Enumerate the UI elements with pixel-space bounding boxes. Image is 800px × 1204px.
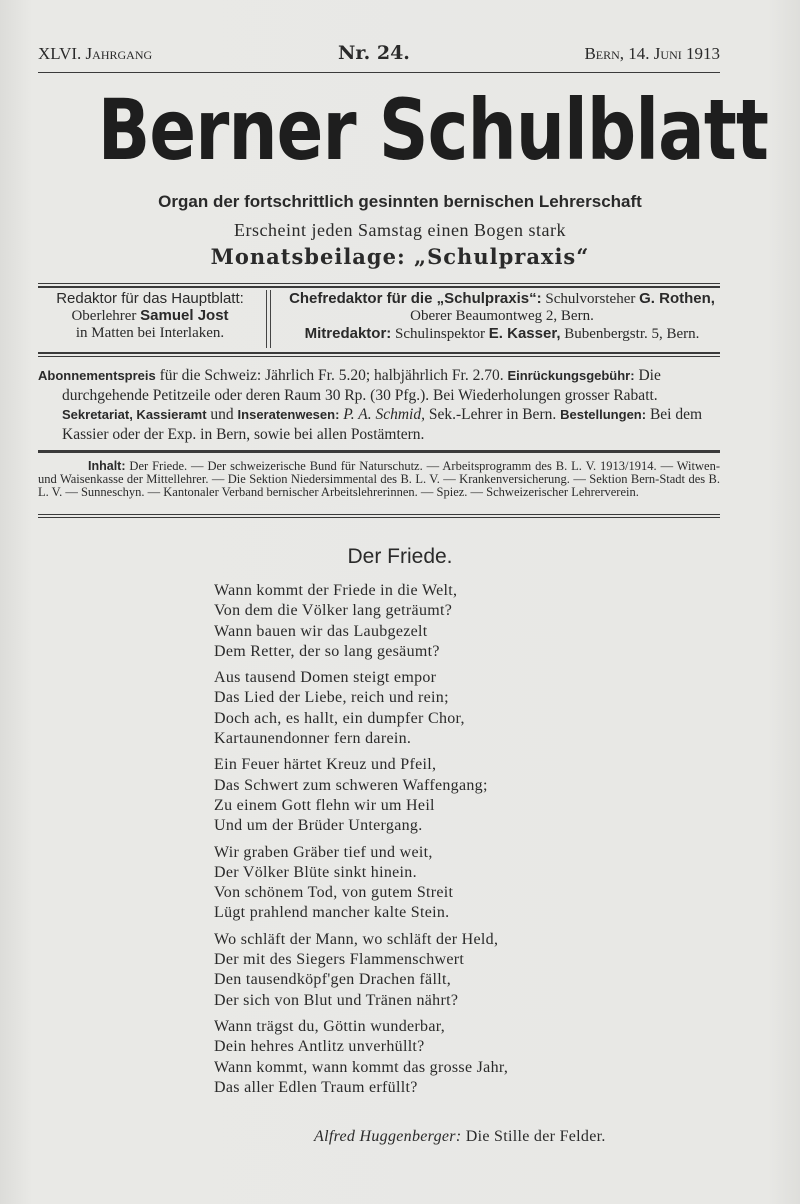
poem-stanza: Wo schläft der Mann, wo schläft der Held, Der mit des Siegers Flammenschwert Den tausendköpf'gen Drachen fällt, Der sich von Blut und Tränen nährt? bbox=[214, 930, 499, 1009]
subscription-rule-top-2 bbox=[38, 356, 720, 357]
editors-rule-top-2 bbox=[38, 286, 720, 288]
editor-main-label: Redaktor für das Hauptblatt: bbox=[56, 290, 244, 307]
subscription-info: Abonnementspreis für die Schweiz: Jährlich Fr. 5.20; halbjährlich Fr. 2.70. Einrückungsgebühr: Die durchgehende Petitzeile oder deren Raum 30 Rp. (30 Pfg.). Bei Wiederholungen grosser Rabatt. Sekretariat, Kassieramt und Inseratenwesen: P. A. Schmid, Sek.-Lehrer in Bern. Bestellungen: Bei dem Kassier oder der Exp. in Bern, sowie bei allen Postämtern. bbox=[38, 367, 703, 443]
poem-author: Alfred Huggenberger: bbox=[314, 1128, 462, 1145]
poem-stanza: Aus tausend Domen steigt empor Das Lied der Liebe, reich und rein; Doch ach, es hallt, ein dumpfer Chor, Kartaunendonner fern darein. bbox=[214, 669, 465, 748]
poem-attribution bbox=[314, 1128, 606, 1146]
poem-title: Der Friede. bbox=[347, 545, 453, 568]
supplement-line: Monatsbeilage: „Schulpraxis“ bbox=[210, 244, 590, 269]
editors-rule-top bbox=[38, 283, 720, 284]
editor-main-address: in Matten bei Interlaken. bbox=[75, 325, 225, 341]
editor-schulpraxis: Chefredaktor für die „Schulpraxis“: Schulvorsteher G. Rothen, Oberer Beaumontweg 2, Bern. Mitredaktor: Schulinspektor E. Kasser, Bubenbergstr. 5, Bern. bbox=[289, 290, 715, 342]
poem-stanza: Ein Feuer härtet Kreuz und Pfeil, Das Schwert zum schweren Waffengang; Zu einem Gott flehn wir um Heil Und um der Brüder Untergang. bbox=[214, 756, 488, 835]
place-date: Bern, 14. Juni 1913 bbox=[584, 44, 720, 63]
editor-main-name-line: Oberlehrer Samuel Jost bbox=[71, 307, 229, 324]
contents-rule-bottom-2 bbox=[38, 517, 720, 518]
contents-label: Inhalt: bbox=[88, 459, 126, 473]
poem-stanza: Wir graben Gräber tief und weit, Der Völker Blüte sinkt hinein. Von schönem Tod, von gutem Streit Lügt prahlend mancher kalte Stein. bbox=[214, 843, 454, 922]
schedule-line: Erscheint jeden Samstag einen Bogen stark bbox=[234, 220, 566, 240]
poem-stanza: Wann kommt der Friede in die Welt, Von dem die Völker lang geträumt? Wann bauen wir das Laubgezelt Dem Retter, der so lang gesäumt? bbox=[214, 582, 458, 660]
table-of-contents bbox=[38, 460, 720, 499]
poem-body bbox=[214, 581, 674, 1104]
masthead-rule bbox=[38, 72, 720, 73]
volume-label: XLVI. Jahrgang bbox=[38, 44, 153, 63]
subscription-rule-top bbox=[38, 352, 720, 354]
poem-stanza: Wann trägst du, Göttin wunderbar, Dein hehres Antlitz unverhüllt? Wann kommt, wann kommt das grosse Jahr, Das aller Edlen Traum erfüllt? bbox=[214, 1017, 509, 1096]
editor-main bbox=[36, 290, 264, 342]
newspaper-title: Berner Schulblatt bbox=[97, 81, 769, 179]
editors-divider bbox=[266, 290, 271, 348]
contents-rule-bottom bbox=[38, 514, 720, 515]
issue-number: Nr. 24. bbox=[338, 42, 410, 64]
contents-rule-top bbox=[38, 450, 720, 453]
editor-main-name: Samuel Jost bbox=[140, 307, 229, 324]
poem-source: Die Stille der Felder. bbox=[461, 1128, 606, 1145]
subtitle: Organ der fortschrittlich gesinnten bernischen Lehrerschaft bbox=[158, 192, 642, 211]
masthead-topline bbox=[38, 44, 720, 68]
contents-text: Der Friede. — Der schweizerische Bund für Naturschutz. — Arbeitsprogramm des B. L. V. 1913/1914. — Witwen- und Waisenkasse der Mittellehrer. — Die Sektion Niedersimmental des B. L. V. — Krankenversicherung. — Sektion Bern-Stadt des B. L. V. — Sunneschyn. — Kantonaler Verband bernischer Arbeitslehrerinnen. — Spiez. — Schweizerischer Lehrerverein. bbox=[38, 459, 720, 499]
